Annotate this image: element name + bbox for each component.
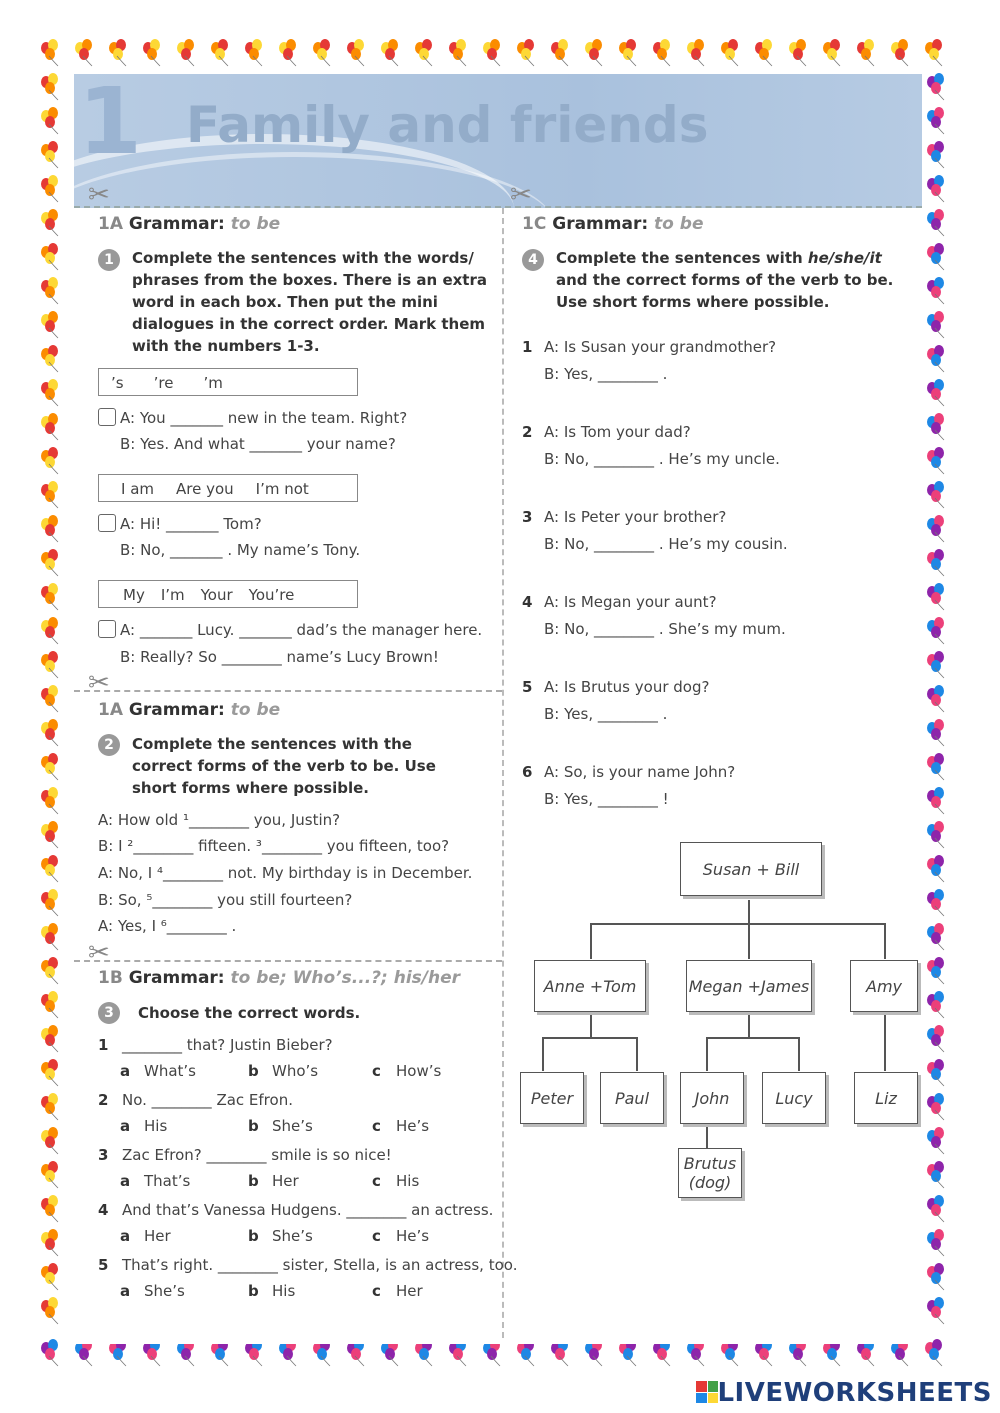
dialogue-line: A: How old ¹________ you, Justin? bbox=[98, 811, 341, 829]
balloon-icon bbox=[755, 39, 772, 66]
balloon-icon bbox=[381, 39, 398, 66]
question: 5 A: Is Brutus your dog? bbox=[522, 678, 710, 696]
tree-node-child: Paul bbox=[600, 1072, 664, 1124]
tree-node-parent: Anne +Tom bbox=[534, 960, 646, 1012]
option-c[interactable]: c He’s bbox=[372, 1227, 430, 1245]
balloon-icon bbox=[927, 209, 944, 236]
balloon-icon bbox=[927, 1297, 944, 1324]
balloon-icon bbox=[517, 39, 534, 66]
dialogue-line: B: Yes. And what _______ your name? bbox=[120, 435, 396, 453]
question: 4 A: Is Megan your aunt? bbox=[522, 593, 717, 611]
balloon-icon bbox=[927, 1093, 944, 1120]
balloon-icon bbox=[41, 685, 58, 712]
question: 2 No. ________ Zac Efron. bbox=[98, 1091, 293, 1109]
option-a[interactable]: a His bbox=[120, 1117, 168, 1135]
tree-node-child: Peter bbox=[520, 1072, 584, 1124]
balloon-icon bbox=[41, 1229, 58, 1256]
balloon-icon bbox=[927, 1161, 944, 1188]
option-a[interactable]: a Her bbox=[120, 1227, 171, 1245]
balloon-icon bbox=[927, 481, 944, 508]
order-checkbox[interactable] bbox=[98, 514, 116, 532]
balloon-icon bbox=[653, 39, 670, 66]
balloon-icon bbox=[927, 1025, 944, 1052]
question: 6 A: So, is your name John? bbox=[522, 763, 736, 781]
question: 5 That’s right. ________ sister, Stella, is an actress, too. bbox=[98, 1256, 518, 1274]
answer-line[interactable]: B: Yes, ________ . bbox=[544, 365, 668, 383]
balloon-icon bbox=[927, 107, 944, 134]
scissors-icon: ✂ bbox=[88, 668, 110, 698]
balloon-icon bbox=[41, 957, 58, 984]
balloon-icon bbox=[927, 855, 944, 882]
balloon-icon bbox=[41, 243, 58, 270]
balloon-icon bbox=[279, 39, 296, 66]
balloon-icon bbox=[927, 277, 944, 304]
balloon-icon bbox=[585, 39, 602, 66]
dialogue-line: B: So, ⁵________ you still fourteen? bbox=[98, 891, 353, 909]
balloon-icon bbox=[41, 719, 58, 746]
exercise-number: 1 bbox=[98, 249, 120, 271]
balloon-icon bbox=[143, 39, 160, 66]
scissors-icon: ✂ bbox=[88, 938, 110, 968]
balloon-icon bbox=[177, 39, 194, 66]
option-a[interactable]: a That’s bbox=[120, 1172, 191, 1190]
option-c[interactable]: c Her bbox=[372, 1282, 423, 1300]
balloon-icon bbox=[927, 141, 944, 168]
answer-line[interactable]: B: No, ________ . He’s my uncle. bbox=[544, 450, 780, 468]
section-heading: 1C Grammar: to be bbox=[522, 214, 704, 234]
balloon-icon bbox=[927, 175, 944, 202]
liveworksheets-logo-icon bbox=[696, 1381, 718, 1403]
cut-line-top bbox=[74, 206, 922, 208]
scissors-icon: ✂ bbox=[510, 180, 532, 210]
answer-options bbox=[120, 1282, 423, 1300]
balloon-icon bbox=[927, 413, 944, 440]
dialogue-line: A: You _______ new in the team. Right? bbox=[98, 408, 407, 427]
balloon-icon bbox=[41, 209, 58, 236]
dialogue-line: A: Yes, I ⁶________ . bbox=[98, 917, 237, 935]
section-heading: 1A Grammar: to be bbox=[98, 214, 281, 234]
balloon-icon bbox=[41, 651, 58, 678]
balloon-icon bbox=[927, 617, 944, 644]
balloon-icon bbox=[41, 1059, 58, 1086]
order-checkbox[interactable] bbox=[98, 620, 116, 638]
dialogue-line: A: Hi! _______ Tom? bbox=[98, 514, 262, 533]
question: 1 A: Is Susan your grandmother? bbox=[522, 338, 777, 356]
balloon-icon bbox=[41, 141, 58, 168]
balloon-icon bbox=[41, 1195, 58, 1222]
balloon-icon bbox=[41, 821, 58, 848]
word-box: I am Are you I’m not bbox=[98, 474, 358, 502]
option-c[interactable]: c How’s bbox=[372, 1062, 442, 1080]
answer-options bbox=[120, 1062, 441, 1080]
balloon-icon bbox=[721, 39, 738, 66]
dialogue-line: B: I ²________ fifteen. ³________ you fifteen, too? bbox=[98, 837, 450, 855]
dialogue-line: B: No, _______ . My name’s Tony. bbox=[120, 541, 361, 559]
option-b[interactable]: b Her bbox=[248, 1172, 299, 1190]
answer-line[interactable]: B: Yes, ________ . bbox=[544, 705, 668, 723]
answer-line[interactable]: B: No, ________ . She’s my mum. bbox=[544, 620, 786, 638]
balloon-icon bbox=[109, 39, 126, 66]
balloon-icon bbox=[41, 1127, 58, 1154]
balloon-icon bbox=[41, 107, 58, 134]
answer-options bbox=[120, 1117, 429, 1135]
balloon-icon bbox=[41, 73, 58, 100]
balloon-icon bbox=[41, 1263, 58, 1290]
liveworksheets-logo[interactable]: LIVEWORKSHEETS bbox=[717, 1378, 992, 1408]
balloon-icon bbox=[927, 1229, 944, 1256]
option-a[interactable]: a She’s bbox=[120, 1282, 185, 1300]
question: 3 Zac Efron? ________ smile is so nice! bbox=[98, 1146, 392, 1164]
option-c[interactable]: c He’s bbox=[372, 1117, 430, 1135]
balloon-icon bbox=[41, 855, 58, 882]
balloon-icon bbox=[927, 583, 944, 610]
tree-node-child: Lucy bbox=[762, 1072, 826, 1124]
balloon-icon bbox=[789, 39, 806, 66]
option-b[interactable]: b She’s bbox=[248, 1227, 313, 1245]
balloon-icon bbox=[41, 583, 58, 610]
tree-node-parent: Megan +James bbox=[686, 960, 812, 1012]
balloon-icon bbox=[41, 447, 58, 474]
cut-line-vertical bbox=[502, 208, 504, 1338]
balloon-icon bbox=[927, 447, 944, 474]
order-checkbox[interactable] bbox=[98, 408, 116, 426]
balloon-icon bbox=[927, 515, 944, 542]
instructions: Complete the sentences with the words/ phrases from the boxes. There is an extra word in each box. Then put the mini dialogues in the correct order. Mark them with the numbers 1-3. bbox=[132, 249, 487, 355]
tree-node-child: John bbox=[680, 1072, 744, 1124]
balloon-icon bbox=[927, 685, 944, 712]
answer-options bbox=[120, 1227, 429, 1245]
balloon-icon bbox=[41, 481, 58, 508]
balloon-icon bbox=[891, 39, 908, 66]
balloon-icon bbox=[823, 39, 840, 66]
balloon-icon bbox=[41, 617, 58, 644]
exercise-number: 2 bbox=[98, 734, 120, 756]
worksheet-page bbox=[74, 74, 922, 1344]
balloon-icon bbox=[41, 379, 58, 406]
balloon-icon bbox=[347, 39, 364, 66]
tree-node-pet: Brutus (dog) bbox=[678, 1148, 742, 1198]
balloon-icon bbox=[41, 991, 58, 1018]
answer-line[interactable]: B: Yes, ________ ! bbox=[544, 790, 669, 808]
balloon-icon bbox=[41, 413, 58, 440]
question: 2 A: Is Tom your dad? bbox=[522, 423, 691, 441]
balloon-icon bbox=[927, 923, 944, 950]
tree-node-parent: Amy bbox=[850, 960, 918, 1012]
instructions: Complete the sentences with the correct forms of the verb to be. Use short forms where possible. bbox=[132, 735, 436, 797]
balloon-icon bbox=[927, 73, 944, 100]
option-c[interactable]: c His bbox=[372, 1172, 420, 1190]
exercise-number: 4 bbox=[522, 249, 544, 271]
balloon-icon bbox=[449, 39, 466, 66]
balloon-icon bbox=[41, 1093, 58, 1120]
question: 3 A: Is Peter your brother? bbox=[522, 508, 727, 526]
page-title: Family and friends bbox=[186, 96, 709, 154]
balloon-icon bbox=[927, 889, 944, 916]
balloon-icon bbox=[927, 243, 944, 270]
balloon-icon bbox=[619, 39, 636, 66]
word-box: ’s ’re ’m bbox=[98, 368, 358, 396]
section-heading: 1A Grammar: to be bbox=[98, 700, 281, 720]
balloon-icon bbox=[927, 991, 944, 1018]
balloon-icon bbox=[927, 753, 944, 780]
option-b[interactable]: b His bbox=[248, 1282, 296, 1300]
answer-line[interactable]: B: No, ________ . He’s my cousin. bbox=[544, 535, 788, 553]
balloon-icon bbox=[41, 1297, 58, 1324]
balloon-icon bbox=[927, 957, 944, 984]
cut-line bbox=[74, 960, 502, 962]
balloon-icon bbox=[927, 821, 944, 848]
balloon-icon bbox=[551, 39, 568, 66]
balloon-icon bbox=[41, 277, 58, 304]
option-a[interactable]: a What’s bbox=[120, 1062, 196, 1080]
instructions: Choose the correct words. bbox=[138, 1004, 361, 1022]
question: 1 ________ that? Justin Bieber? bbox=[98, 1036, 333, 1054]
balloon-icon bbox=[483, 39, 500, 66]
balloon-icon bbox=[927, 719, 944, 746]
word-box: My I’m Your You’re bbox=[98, 580, 358, 608]
balloon-icon bbox=[41, 549, 58, 576]
balloon-icon bbox=[927, 345, 944, 372]
balloon-icon bbox=[415, 39, 432, 66]
unit-number: 1 bbox=[78, 74, 139, 175]
balloon-icon bbox=[41, 1161, 58, 1188]
answer-options bbox=[120, 1172, 419, 1190]
balloon-icon bbox=[925, 1339, 942, 1366]
balloon-icon bbox=[927, 311, 944, 338]
balloon-icon bbox=[41, 345, 58, 372]
balloon-icon bbox=[211, 39, 228, 66]
option-b[interactable]: b She’s bbox=[248, 1117, 313, 1135]
scissors-icon: ✂ bbox=[88, 180, 110, 210]
section-heading: 1B Grammar: to be; Who’s...?; his/her bbox=[98, 968, 461, 988]
balloon-icon bbox=[41, 175, 58, 202]
balloon-icon bbox=[41, 515, 58, 542]
tree-node-grandparents: Susan + Bill bbox=[680, 842, 822, 896]
balloon-icon bbox=[925, 39, 942, 66]
balloon-icon bbox=[927, 1059, 944, 1086]
balloon-icon bbox=[41, 1025, 58, 1052]
dialogue-line: B: Really? So ________ name’s Lucy Brown! bbox=[120, 648, 439, 666]
balloon-icon bbox=[41, 787, 58, 814]
question: 4 And that’s Vanessa Hudgens. ________ an actress. bbox=[98, 1201, 494, 1219]
dialogue-line: A: No, I ⁴________ not. My birthday is in December. bbox=[98, 864, 473, 882]
balloon-icon bbox=[927, 549, 944, 576]
balloon-icon bbox=[927, 1127, 944, 1154]
balloon-icon bbox=[41, 889, 58, 916]
balloon-icon bbox=[927, 1263, 944, 1290]
balloon-icon bbox=[245, 39, 262, 66]
balloon-icon bbox=[927, 1195, 944, 1222]
balloon-icon bbox=[857, 39, 874, 66]
balloon-icon bbox=[687, 39, 704, 66]
balloon-icon bbox=[41, 39, 58, 66]
balloon-icon bbox=[927, 787, 944, 814]
balloon-icon bbox=[41, 923, 58, 950]
exercise-number: 3 bbox=[98, 1002, 120, 1024]
instructions: Complete the sentences with he/she/it and the correct forms of the verb to be. Use short forms where possible. bbox=[556, 249, 894, 311]
balloon-icon bbox=[41, 1339, 58, 1366]
dialogue-line: A: _______ Lucy. _______ dad’s the manager here. bbox=[98, 620, 482, 639]
tree-node-child: Liz bbox=[854, 1072, 918, 1124]
balloon-icon bbox=[927, 379, 944, 406]
cut-line bbox=[74, 690, 502, 692]
balloon-icon bbox=[41, 311, 58, 338]
balloon-icon bbox=[41, 753, 58, 780]
balloon-icon bbox=[313, 39, 330, 66]
title-banner bbox=[74, 74, 922, 208]
balloon-icon bbox=[75, 39, 92, 66]
option-b[interactable]: b Who’s bbox=[248, 1062, 319, 1080]
balloon-icon bbox=[927, 651, 944, 678]
